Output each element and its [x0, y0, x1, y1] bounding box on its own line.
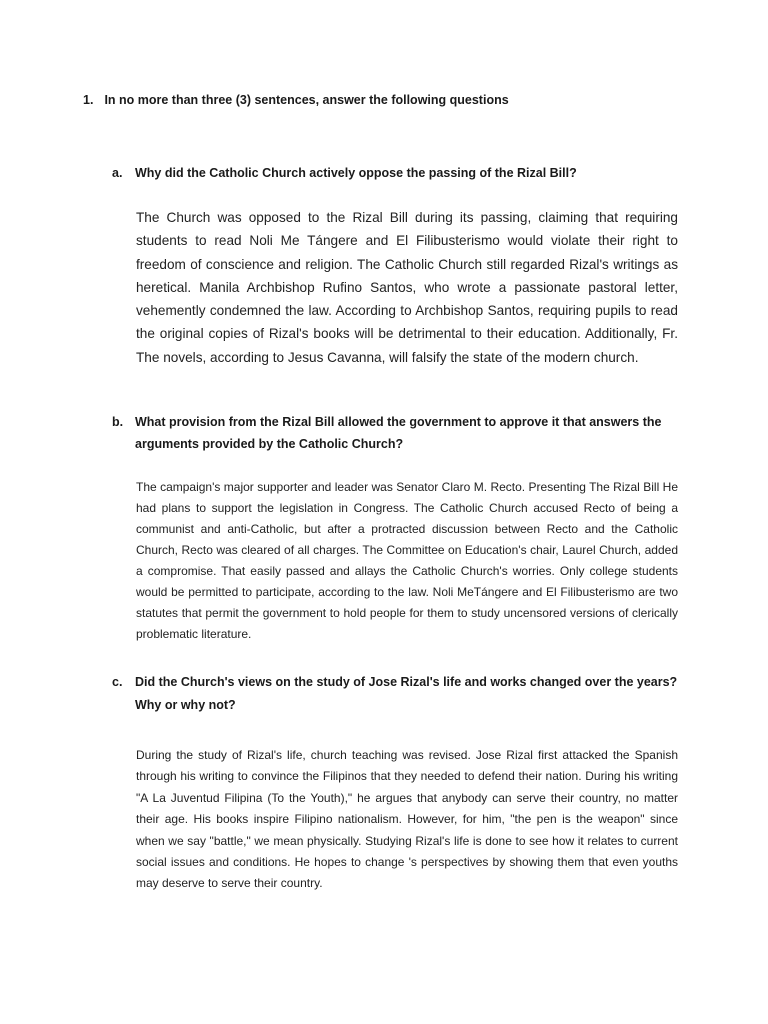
answer-paragraph: The Church was opposed to the Rizal Bill during its passing, claiming that requiring students to read Noli Me Tángere and El Filibusterismo would violate their right to freedom of conscience and religion. The Catholic Church still regarded Rizal's writings as heretical. Manila Archbishop Rufino Santos, who wrote a passionate pastoral letter, vehemently condemned the law. According to Archbishop Santos, requiring pupils to read the original copies of Rizal's books will be detrimental to their education. Additionally, Fr. The novels, according to Jesus Cavanna, will falsify the state of the modern church. [136, 210, 678, 365]
sub-question-c [112, 671, 678, 907]
sub-question-text: What provision from the Rizal Bill allowed the government to approve it that answers the arguments provided by the Catholic Church? [135, 415, 662, 451]
main-question [83, 93, 509, 107]
sub-question-letter: c. [112, 675, 123, 689]
sub-question-letter: a. [112, 166, 123, 180]
sub-question-text: Why did the Catholic Church actively oppose the passing of the Rizal Bill? [135, 166, 577, 180]
main-question-number: 1. [83, 93, 94, 107]
main-question-text: In no more than three (3) sentences, answer the following questions [104, 93, 509, 107]
sub-question-text: Did the Church's views on the study of Jose Rizal's life and works changed over the years? Why or why not? [135, 675, 678, 712]
sub-question-heading [112, 162, 678, 184]
sub-question-a [112, 162, 678, 383]
sub-question-heading [112, 671, 678, 717]
answer-paragraph: The campaign's major supporter and leader was Senator Claro M. Recto. Presenting The Rizal Bill He had plans to support the legislation in Congress. The Catholic Church accused Recto of being a communist and anti-Catholic, but after a protracted discussion between Recto and the Catholic Church, Recto was cleared of all charges. The Committee on Education's chair, Laurel Church, added a compromise. That easily passed and allays the Catholic Church's worries. Only college students would be permitted to participate, according to the law. Noli MeTángere and El Filibusterismo are two statutes that permit the government to hold people for them to study uncensored versions of clerically problematic literature. [136, 480, 678, 641]
sub-question-b [112, 411, 678, 657]
sub-question-heading [112, 411, 678, 455]
answer-paragraph: During the study of Rizal's life, church teaching was revised. Jose Rizal first attacked the Spanish through his writing to convince the Filipinos that they needed to defend their nation. During his writing "A La Juventud Filipina (To the Youth)," he argues that anybody can serve their country, no matter their age. His books inspire Filipino nationalism. However, for him, "the pen is the weapon" since when we say "battle," we mean physically. Studying Rizal's life is done to see how it relates to current social issues and conditions. He hopes to change 's perspectives by showing them that even youths may deserve to serve their country. [136, 748, 678, 891]
sub-question-letter: b. [112, 415, 124, 429]
